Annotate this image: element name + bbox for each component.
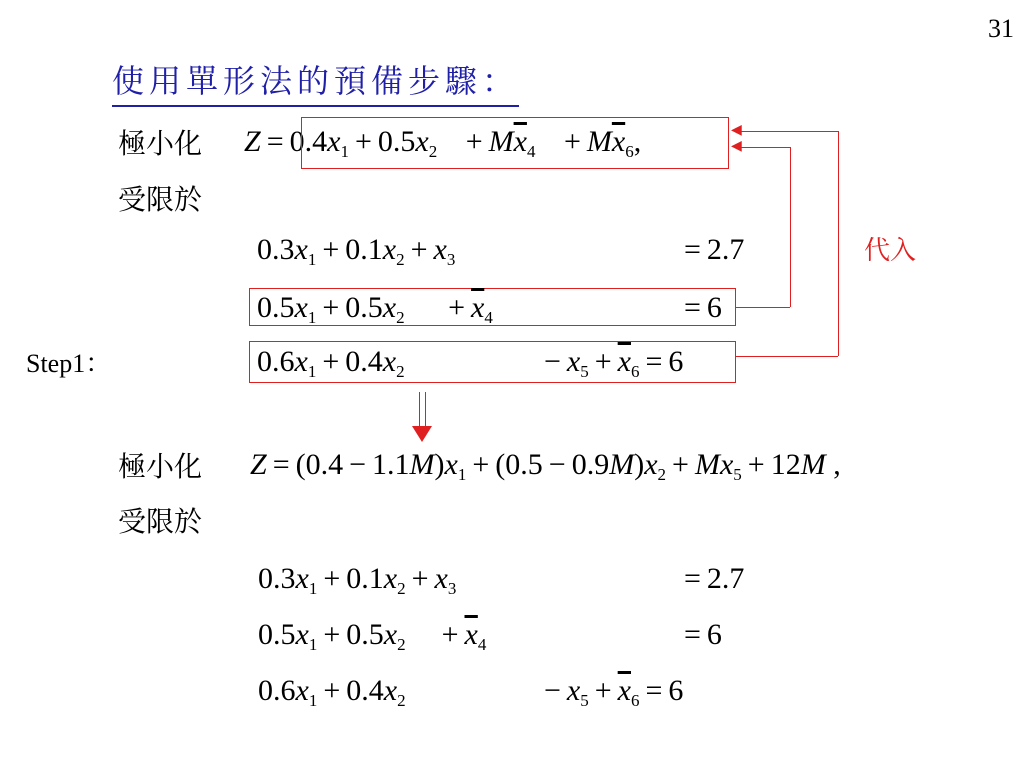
connector-line <box>736 307 790 308</box>
substitute-label: 代入 <box>864 236 917 266</box>
constraint-3-after: $0.6x_1 + 0.4x_2$ <box>258 674 406 710</box>
minimize-label: 極小化 <box>118 127 203 160</box>
page-number: 31 <box>988 14 1014 43</box>
constraint-3-after-rhs: − $x_5 + \overline{x}_6 = 6$ <box>544 674 684 710</box>
objective-after: $Z = (0.4 - 1.1M)x_1 + (0.5 - 0.9M)x_2 + Mx_5 + 12M$ , <box>250 448 841 484</box>
constraint-1-after: $0.3x_1 + 0.1x_2 + x_3$ <box>258 562 457 598</box>
constraint-2-before-rhs: = 6 <box>684 291 722 324</box>
objective-before: $Z = 0.4x_1 + 0.5x_2$ + $M\overline{x}_4$ + $M\overline{x}_6$, <box>244 125 642 161</box>
minimize-label-2: 極小化 <box>118 450 203 483</box>
connector-line <box>736 356 838 357</box>
step1-label: Step1： <box>26 349 112 378</box>
down-arrow-icon <box>412 426 432 442</box>
subject-to-label: 受限於 <box>118 183 203 216</box>
constraint-2-before: $0.5x_1 + 0.5x_2$ + $\overline{x}_4$ <box>257 291 493 327</box>
constraint-2-after: $0.5x_1 + 0.5x_2$ + $\overline{x}_4$ <box>258 618 487 654</box>
connector-line <box>738 131 838 132</box>
connector-line <box>790 147 791 307</box>
constraint-1-before: $0.3x_1 + 0.1x_2 + x_3$ <box>257 233 456 269</box>
constraint-3-before: $0.6x_1 + 0.4x_2$ <box>257 345 405 381</box>
objective-highlight-box <box>301 117 729 169</box>
constraint-1-before-rhs: = 2.7 <box>684 233 745 266</box>
constraint-3-before-rhs: − $x_5 + \overline{x}_6 = 6$ <box>544 345 684 381</box>
subject-to-label-2: 受限於 <box>118 505 203 538</box>
slide-title: 使用單形法的預備步驟： <box>112 56 519 107</box>
constraint-1-after-rhs: = 2.7 <box>684 562 745 595</box>
arrow-left-icon: ◀ <box>731 139 742 154</box>
connector-line <box>738 147 790 148</box>
constraint-2-after-rhs: = 6 <box>684 618 722 651</box>
arrow-left-icon: ◀ <box>731 123 742 138</box>
connector-line <box>838 131 839 356</box>
